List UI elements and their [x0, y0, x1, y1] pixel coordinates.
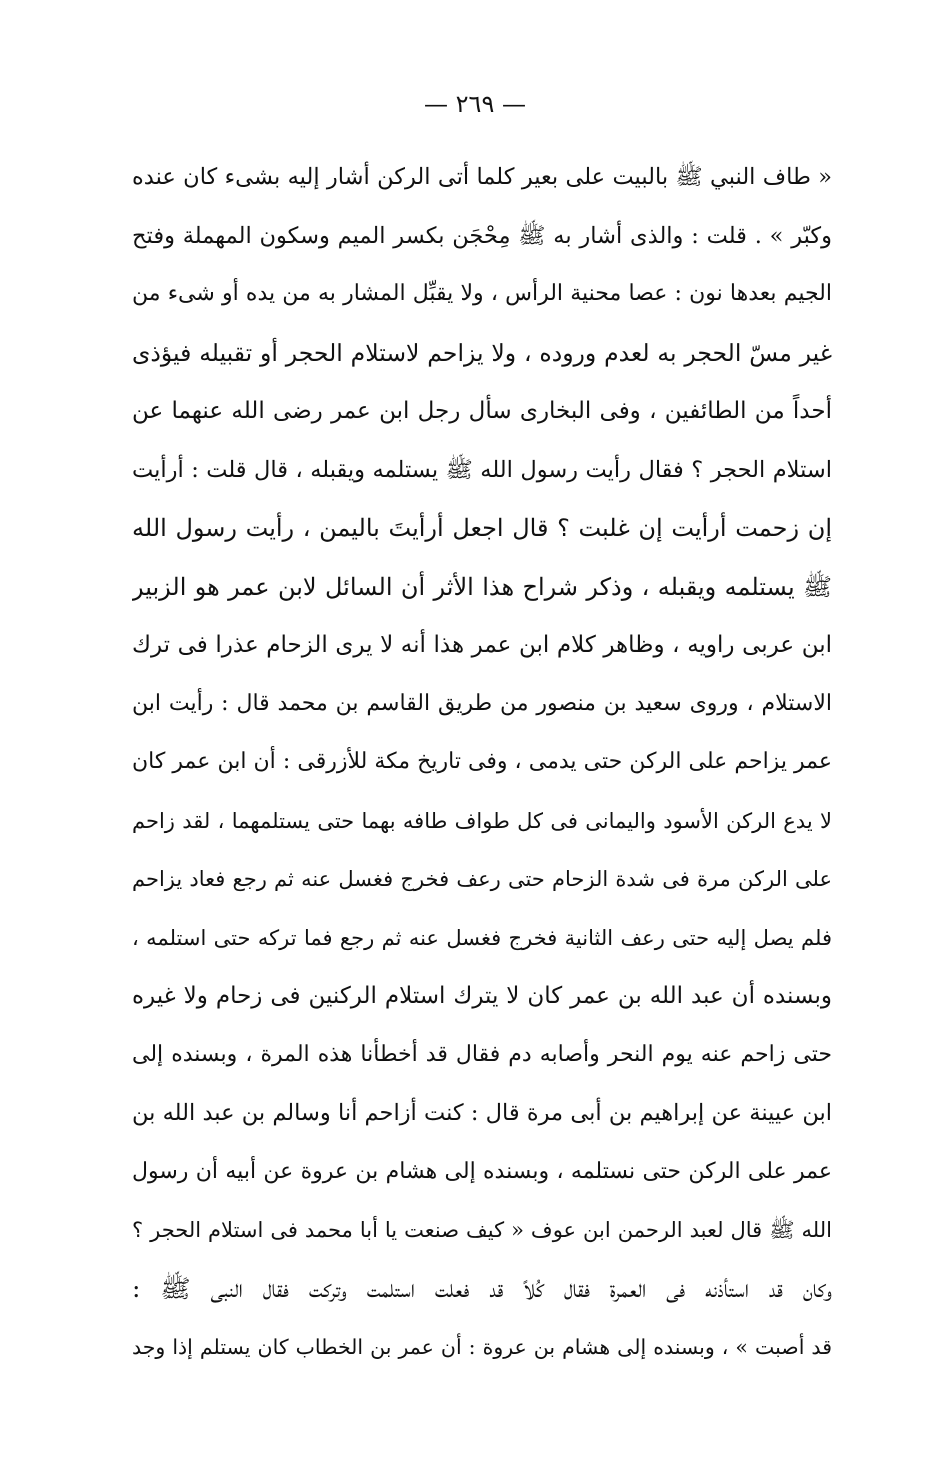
- text-line: الله ﷺ قال لعبد الرحمن ابن عوف « كيف صنعت يا أبا محمد فى استلام الحجر ؟: [132, 1218, 832, 1242]
- page-number: — ٢٦٩ —: [424, 90, 526, 118]
- text-line: وبسنده أن عبد الله بن عمر كان لا يترك استلام الركنين فى زحام ولا غيره: [132, 983, 832, 1009]
- text-line: استلام الحجر ؟ فقال رأيت رسول الله ﷺ يستلمه ويقبله ، قال قلت : أرأيت: [132, 456, 832, 483]
- body-text: [132, 148, 832, 1377]
- text-line: وكان قد استأذنه فى العمرة فقال كُلاً قد فعلت استلمت وتركت فقال النبى ﷺ :: [132, 1273, 832, 1303]
- text-line: غير مسّ الحجر به لعدم وروده ، ولا يزاحم لاستلام الحجر أو تقبيله فيؤذى: [132, 338, 832, 367]
- text-line: أحداً من الطائفين ، وفى البخارى سأل رجل ابن عمر رضى الله عنهما عن: [132, 398, 832, 424]
- text-line: ابن عيينة عن إبراهيم بن أبى مرة قال : كنت أزاحم أنا وسالم بن عبد الله بن: [132, 1100, 832, 1126]
- text-line: وكبّر » . قلت : والذى أشار به ﷺ مِحْجَن بكسر الميم وسكون المهملة وفتح: [132, 222, 832, 249]
- text-line: على الركن مرة فى شدة الزحام حتى رعف فخرج فغسل عنه ثم رجع فعاد يزاحم: [132, 867, 832, 891]
- text-line: قد أصبت » ، وبسنده إلى هشام بن عروة : أن عمر بن الخطاب كان يستلم إذا وجد: [132, 1335, 832, 1359]
- text-line: ابن عربى راويه ، وظاهر كلام ابن عمر هذا أنه لا يرى الزحام عذرا فى ترك: [132, 632, 832, 658]
- text-line: إن زحمت أرأيت إن غلبت ؟ قال اجعل أرأيتَ باليمن ، رأيت رسول الله: [132, 514, 832, 542]
- text-line: لا يدع الركن الأسود واليمانى فى كل طواف طافه بهما حتى يستلمهما ، لقد زاحم: [132, 808, 832, 833]
- text-line: حتى زاحم عنه يوم النحر وأصابه دم فقال قد أخطأنا هذه المرة ، وبسنده إلى: [132, 1041, 832, 1067]
- text-line: ﷺ يستلمه ويقبله ، وذكر شراح هذا الأثر أن السائل لابن عمر هو الزبير: [132, 572, 832, 601]
- text-line: عمر يزاحم على الركن حتى يدمى ، وفى تاريخ مكة للأزرقى : أن ابن عمر كان: [132, 749, 832, 774]
- text-line: فلم يصل إليه حتى رعف الثانية فخرج فغسل عنه ثم رجع فما تركه حتى استلمه ،: [132, 925, 832, 950]
- text-line: عمر على الركن حتى نستلمه ، وبسنده إلى هشام بن عروة عن أبيه أن رسول: [132, 1158, 832, 1184]
- text-line: الجيم بعدها نون : عصا محنية الرأس ، ولا يقبِّل المشار به من يده أو شىء من: [132, 281, 832, 306]
- text-line: « طاف النبي ﷺ بالبيت على بعير كلما أتى الركن أشار إليه بشىء كان عنده: [132, 164, 832, 190]
- text-line: الاستلام ، وروى سعيد بن منصور من طريق القاسم بن محمد قال : رأيت ابن: [132, 690, 832, 716]
